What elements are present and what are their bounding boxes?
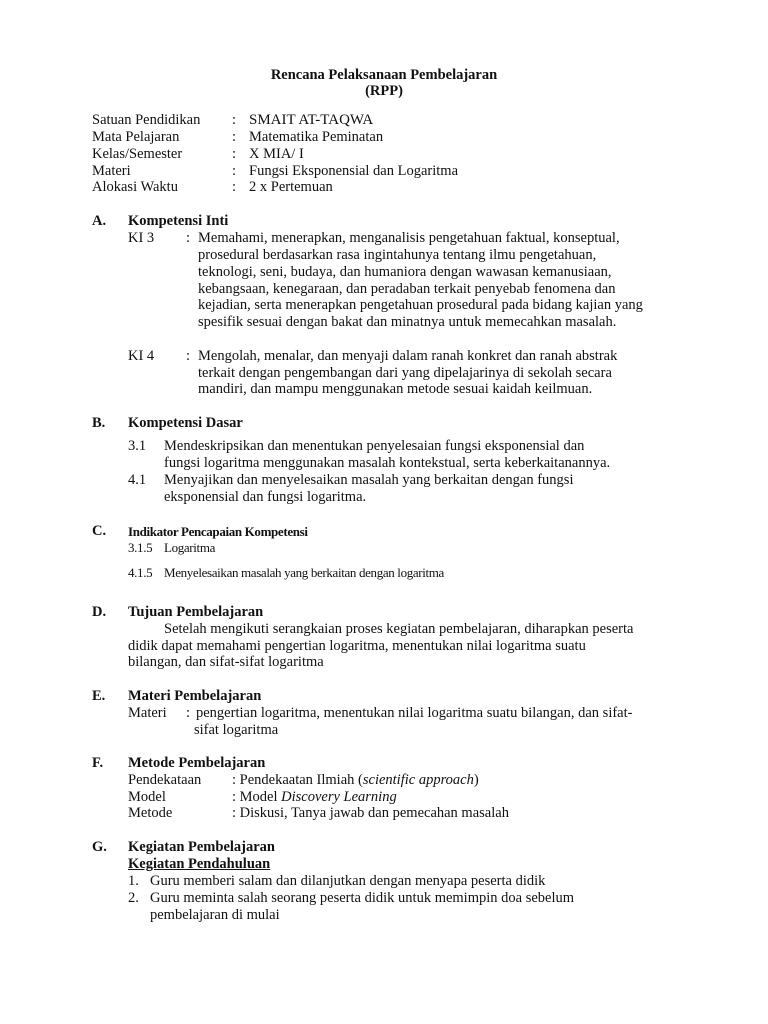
kd-number: 3.1 [128, 438, 147, 454]
kegiatan-number: 2. [128, 890, 139, 906]
identity-separator: : [232, 129, 237, 145]
section-letter: F. [92, 755, 104, 771]
ki-separator: : [186, 230, 191, 246]
section-letter: D. [92, 604, 107, 620]
kegiatan-text-line: pembelajaran di mulai [150, 907, 280, 923]
kd-text-line: eksponensial dan fungsi logaritma. [164, 489, 367, 505]
identity-value: X MIA/ I [249, 146, 304, 162]
identity-label: Kelas/Semester [92, 146, 183, 162]
section-letter: G. [92, 839, 107, 855]
ki-text-line: Mengolah, menalar, dan menyaji dalam ranah konkret dan ranah abstrak [198, 348, 618, 364]
materi-label: Materi [128, 705, 167, 721]
identity-separator: : [232, 146, 237, 162]
section-letter: B. [92, 415, 106, 431]
kd-text-line: Menyajikan dan menyelesaikan masalah yang berkaitan dengan fungsi [164, 472, 574, 488]
model-label: Model [128, 789, 166, 805]
ki-text-line: Memahami, menerapkan, menganalisis pengetahuan faktual, konseptual, [198, 230, 620, 246]
indicator-number: 4.1.5 [128, 565, 153, 580]
kegiatan-text-line: Guru meminta salah seorang peserta didik untuk memimpin doa sebelum [150, 890, 575, 906]
identity-value: Fungsi Eksponensial dan Logaritma [249, 163, 459, 179]
indicator-number: 3.1.5 [128, 540, 153, 555]
metode-value: : Diskusi, Tanya jawab dan pemecahan masalah [232, 805, 509, 821]
kegiatan-number: 1. [128, 873, 139, 889]
materi-text-line: sifat logaritma [194, 722, 279, 738]
section-letter: E. [92, 688, 106, 704]
section-heading: Kegiatan Pembelajaran [128, 839, 275, 855]
metode-label: Metode [128, 805, 173, 821]
section-heading: Metode Pembelajaran [128, 755, 266, 771]
document-subtitle: (RPP) [365, 83, 403, 99]
ki-separator: : [186, 348, 191, 364]
section-heading: Indikator Pencapaian Kompetensi [128, 524, 308, 539]
identity-label: Satuan Pendidikan [92, 112, 201, 128]
pendekatan-label: Pendekataan [128, 772, 202, 788]
document-title: Rencana Pelaksanaan Pembelajaran [270, 67, 498, 83]
identity-label: Alokasi Waktu [92, 179, 178, 195]
kd-text-line: Mendeskripsikan dan menentukan penyelesaian fungsi eksponensial dan [164, 438, 585, 454]
identity-separator: : [232, 163, 237, 179]
identity-separator: : [232, 112, 237, 128]
ki-text-line: teknologi, seni, budaya, dan humaniora dengan wawasan kemanusiaan, [198, 264, 612, 280]
ki-text-line: kejadian, serta menerapkan pengetahuan prosedural pada bidang kajian yang [198, 297, 643, 313]
kegiatan-text-line: Guru memberi salam dan dilanjutkan dengan menyapa peserta didik [150, 873, 546, 889]
ki-text-line: mandiri, dan mampu menggunakan metode sesuai kaidah keilmuan. [198, 381, 593, 397]
materi-text-line: pengertian logaritma, menentukan nilai logaritma suatu bilangan, dan sifat- [196, 705, 633, 721]
tujuan-text-line: didik dapat memahami pengertian logaritma, menentukan nilai logaritma suatu [128, 638, 586, 654]
tujuan-text-line: bilangan, dan sifat-sifat logaritma [128, 654, 324, 670]
indicator-text: Menyelesaikan masalah yang berkaitan dengan logaritma [164, 565, 444, 580]
kd-number: 4.1 [128, 472, 147, 488]
ki-text-line: terkait dengan pengembangan dari yang dipelajarinya di sekolah secara [198, 365, 612, 381]
materi-separator: : [186, 705, 191, 721]
ki-text-line: spesifik sesuai dengan bakat dan minatnya untuk memecahkan masalah. [198, 314, 617, 330]
model-value: : Model Discovery Learning [232, 789, 397, 805]
ki-label: KI 3 [128, 230, 155, 246]
tujuan-text-line: Setelah mengikuti serangkaian proses kegiatan pembelajaran, diharapkan peserta [164, 621, 634, 637]
kegiatan-subheading: Kegiatan Pendahuluan [128, 856, 271, 872]
section-letter: C. [92, 523, 107, 539]
indicator-text: Logaritma [164, 540, 215, 555]
section-heading: Kompetensi Dasar [128, 415, 243, 431]
section-letter: A. [92, 213, 107, 229]
pendekatan-value: : Pendekaatan Ilmiah (scientific approach) [232, 772, 479, 788]
identity-value: SMAIT AT-TAQWA [249, 112, 374, 128]
identity-value: Matematika Peminatan [249, 129, 384, 145]
section-heading: Materi Pembelajaran [128, 688, 262, 704]
ki-text-line: prosedural berdasarkan rasa ingintahunya tentang ilmu pengetahuan, [198, 247, 597, 263]
kd-text-line: fungsi logaritma menggunakan masalah kontekstual, serta keberkaitanannya. [164, 455, 611, 471]
ki-label: KI 4 [128, 348, 155, 364]
section-heading: Kompetensi Inti [128, 213, 229, 229]
ki-text-line: kebangsaan, kenegaraan, dan peradaban terkait penyebab fenomena dan [198, 281, 616, 297]
identity-label: Mata Pelajaran [92, 129, 180, 145]
identity-label: Materi [92, 163, 131, 179]
identity-value: 2 x Pertemuan [249, 179, 333, 195]
section-heading: Tujuan Pembelajaran [128, 604, 264, 620]
identity-separator: : [232, 179, 237, 195]
